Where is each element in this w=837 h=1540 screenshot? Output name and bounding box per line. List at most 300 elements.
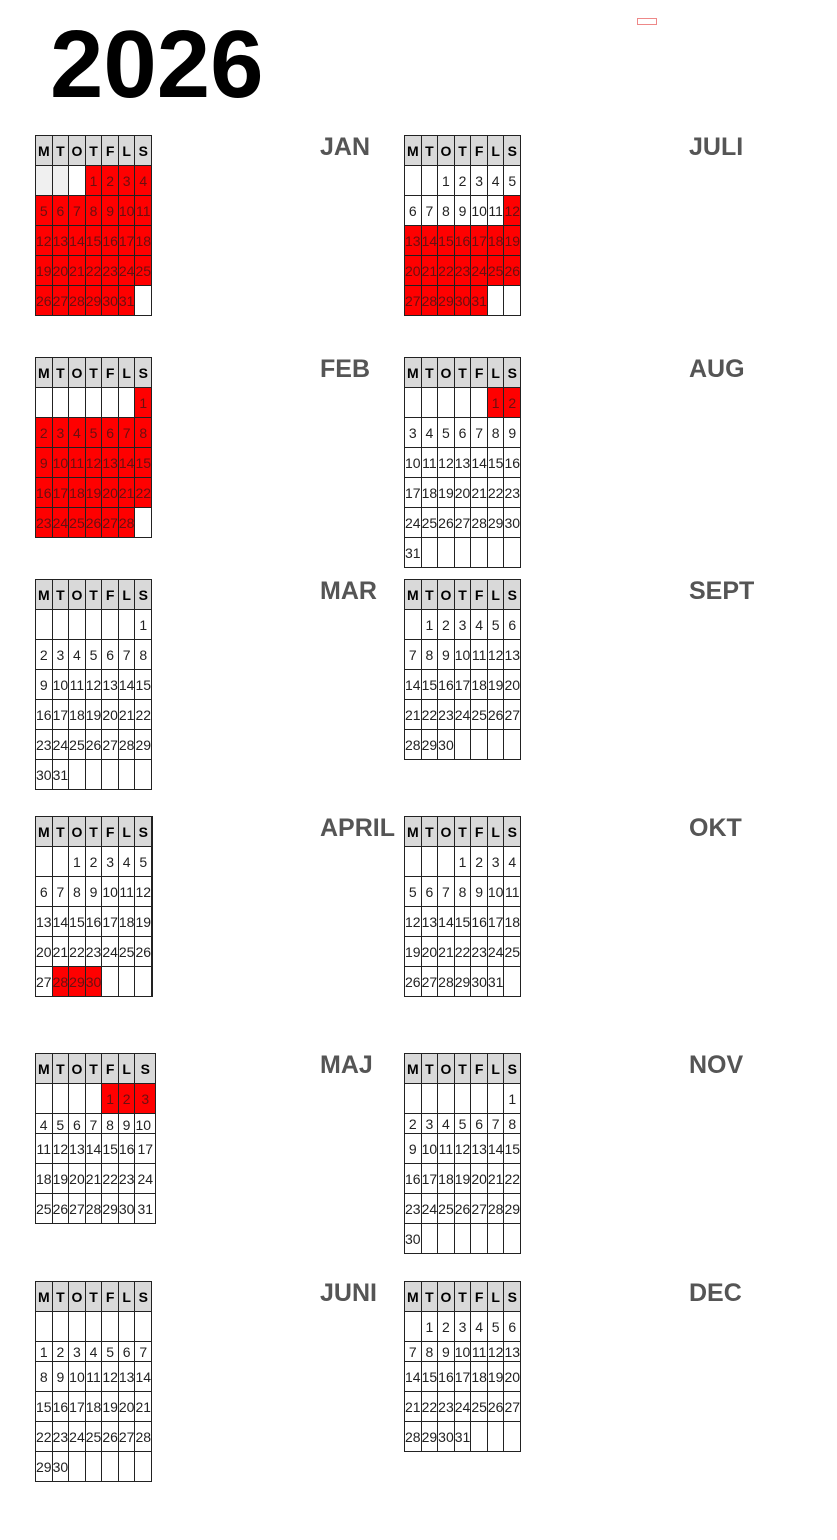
day-cell: 7	[438, 877, 455, 907]
weekday-header: S	[135, 358, 152, 388]
day-cell: 9	[471, 877, 488, 907]
day-cell: 13	[69, 1134, 86, 1164]
weekday-header: S	[135, 1282, 152, 1312]
day-cell: 16	[438, 670, 455, 700]
week-row	[36, 877, 153, 907]
day-cell: 11	[471, 640, 488, 670]
week-row	[405, 196, 521, 226]
empty-cell	[36, 1084, 53, 1114]
empty-cell	[487, 1422, 504, 1452]
day-cell: 24	[102, 937, 119, 967]
week-row	[405, 1342, 521, 1362]
weekday-header: T	[454, 358, 471, 388]
week-row	[36, 967, 153, 997]
day-cell: 28	[118, 508, 135, 538]
weekday-header: O	[438, 358, 455, 388]
empty-cell	[454, 730, 471, 760]
day-cell: 6	[102, 418, 119, 448]
day-cell: 28	[85, 1194, 102, 1224]
week-row	[405, 670, 521, 700]
day-cell: 26	[135, 937, 152, 967]
day-cell: 27	[102, 508, 119, 538]
day-cell: 15	[487, 448, 504, 478]
day-cell: 12	[102, 1362, 119, 1392]
day-cell: 7	[52, 877, 69, 907]
week-row	[405, 1392, 521, 1422]
day-cell: 14	[405, 1362, 422, 1392]
day-cell: 5	[487, 1312, 504, 1342]
empty-cell	[405, 388, 422, 418]
day-cell: 30	[85, 967, 102, 997]
day-cell: 5	[52, 1114, 69, 1134]
weekday-header: F	[102, 136, 119, 166]
day-cell: 7	[487, 1114, 504, 1134]
day-cell: 31	[471, 286, 488, 316]
day-cell: 27	[454, 508, 471, 538]
extra-column	[152, 817, 153, 847]
day-cell: 6	[36, 877, 53, 907]
week-row	[405, 166, 521, 196]
weekday-header: S	[504, 817, 521, 847]
week-row	[405, 967, 521, 997]
day-cell: 19	[487, 1362, 504, 1392]
weekday-header: T	[85, 358, 102, 388]
day-cell: 27	[421, 967, 438, 997]
day-cell: 19	[135, 907, 152, 937]
day-cell: 25	[118, 937, 135, 967]
empty-cell	[487, 1224, 504, 1254]
day-cell: 29	[454, 967, 471, 997]
empty-cell	[69, 1312, 86, 1342]
day-cell: 23	[85, 937, 102, 967]
empty-cell	[405, 1312, 422, 1342]
weekday-header: L	[487, 1282, 504, 1312]
weekday-header: T	[85, 817, 102, 847]
day-cell: 30	[118, 1194, 135, 1224]
weekday-header: F	[471, 358, 488, 388]
day-cell: 15	[438, 226, 455, 256]
day-cell: 3	[421, 1114, 438, 1134]
day-cell: 17	[487, 907, 504, 937]
day-cell: 4	[118, 847, 135, 877]
month-grid	[404, 816, 521, 997]
empty-cell	[421, 166, 438, 196]
empty-cell	[135, 1312, 152, 1342]
day-cell: 26	[52, 1194, 69, 1224]
week-row	[405, 418, 521, 448]
day-cell: 25	[135, 256, 152, 286]
day-cell: 17	[471, 226, 488, 256]
empty-cell	[487, 286, 504, 316]
week-row	[405, 1312, 521, 1342]
weekday-header: T	[421, 817, 438, 847]
day-cell: 8	[135, 640, 152, 670]
day-cell: 18	[85, 1392, 102, 1422]
week-row	[405, 478, 521, 508]
empty-cell	[454, 388, 471, 418]
weekday-header: M	[405, 817, 422, 847]
day-cell: 2	[85, 847, 102, 877]
empty-cell	[118, 388, 135, 418]
day-cell: 18	[118, 907, 135, 937]
empty-cell	[454, 538, 471, 568]
week-row	[36, 1312, 152, 1342]
day-cell: 6	[405, 196, 422, 226]
day-cell: 4	[438, 1114, 455, 1134]
weekday-header: S	[504, 1054, 521, 1084]
day-cell: 10	[471, 196, 488, 226]
day-cell: 22	[487, 478, 504, 508]
empty-cell	[438, 847, 455, 877]
day-cell: 17	[454, 1362, 471, 1392]
day-cell: 26	[85, 508, 102, 538]
day-cell: 21	[118, 478, 135, 508]
weekday-header: S	[504, 358, 521, 388]
day-cell: 6	[102, 640, 119, 670]
weekday-header: S	[135, 580, 152, 610]
weekday-header: M	[405, 1282, 422, 1312]
day-cell: 24	[52, 508, 69, 538]
weekday-header: L	[487, 358, 504, 388]
week-row	[36, 196, 152, 226]
day-cell: 14	[118, 448, 135, 478]
weekday-header: T	[454, 136, 471, 166]
empty-cell	[471, 538, 488, 568]
day-cell: 20	[405, 256, 422, 286]
day-cell: 29	[421, 730, 438, 760]
empty-cell	[421, 388, 438, 418]
day-cell: 6	[421, 877, 438, 907]
day-cell: 28	[52, 967, 69, 997]
day-cell: 1	[102, 1084, 119, 1114]
week-row	[36, 640, 152, 670]
day-cell: 14	[421, 226, 438, 256]
day-cell: 13	[504, 640, 521, 670]
weekday-header: M	[405, 136, 422, 166]
day-cell: 4	[504, 847, 521, 877]
day-cell: 14	[85, 1134, 102, 1164]
weekday-header: S	[504, 1282, 521, 1312]
day-cell: 31	[135, 1194, 156, 1224]
week-row	[36, 1114, 156, 1134]
day-cell: 27	[118, 1422, 135, 1452]
week-row	[36, 700, 152, 730]
day-cell: 22	[438, 256, 455, 286]
day-cell: 13	[454, 448, 471, 478]
day-cell: 17	[454, 670, 471, 700]
day-cell: 23	[102, 256, 119, 286]
day-cell: 25	[438, 1194, 455, 1224]
day-cell: 14	[471, 448, 488, 478]
day-cell: 11	[85, 1362, 102, 1392]
weekday-header: L	[487, 580, 504, 610]
day-cell: 12	[135, 877, 152, 907]
month-grid	[35, 1053, 156, 1224]
day-cell: 20	[69, 1164, 86, 1194]
empty-cell	[471, 1224, 488, 1254]
day-cell: 21	[471, 478, 488, 508]
day-cell: 24	[454, 1392, 471, 1422]
day-cell: 5	[85, 640, 102, 670]
empty-cell	[504, 1422, 521, 1452]
day-cell: 24	[471, 256, 488, 286]
empty-cell	[471, 1084, 488, 1114]
day-cell: 25	[36, 1194, 53, 1224]
day-cell: 10	[135, 1114, 156, 1134]
day-cell: 26	[102, 1422, 119, 1452]
weekday-header: F	[102, 1054, 119, 1084]
day-cell: 8	[504, 1114, 521, 1134]
day-cell: 16	[36, 478, 53, 508]
day-cell: 2	[36, 640, 53, 670]
day-cell: 19	[52, 1164, 69, 1194]
day-cell: 9	[504, 418, 521, 448]
week-row	[405, 907, 521, 937]
day-cell: 11	[118, 877, 135, 907]
week-row	[36, 937, 153, 967]
day-cell: 22	[504, 1164, 521, 1194]
weekday-header: T	[52, 580, 69, 610]
day-cell: 15	[454, 907, 471, 937]
day-cell: 19	[85, 478, 102, 508]
day-cell: 3	[471, 166, 488, 196]
day-cell: 11	[69, 670, 86, 700]
day-cell: 14	[487, 1134, 504, 1164]
week-row	[405, 1114, 521, 1134]
weekday-header: T	[421, 1054, 438, 1084]
empty-cell	[438, 1224, 455, 1254]
day-cell: 7	[69, 196, 86, 226]
week-row	[36, 1452, 152, 1482]
empty-cell	[471, 388, 488, 418]
day-cell: 18	[36, 1164, 53, 1194]
extra-column	[152, 877, 153, 907]
day-cell: 24	[405, 508, 422, 538]
day-cell: 1	[135, 388, 152, 418]
month-grid	[404, 579, 521, 760]
day-cell: 10	[69, 1362, 86, 1392]
day-cell: 23	[504, 478, 521, 508]
day-cell: 19	[102, 1392, 119, 1422]
day-cell: 6	[504, 610, 521, 640]
day-cell: 24	[69, 1422, 86, 1452]
extra-column	[152, 967, 153, 997]
day-cell: 30	[471, 967, 488, 997]
weekday-header: O	[438, 1054, 455, 1084]
day-cell: 20	[421, 937, 438, 967]
week-row	[405, 1224, 521, 1254]
day-cell: 5	[487, 610, 504, 640]
month-label: JULI	[689, 133, 744, 161]
empty-cell	[102, 610, 119, 640]
day-cell: 9	[438, 640, 455, 670]
week-row	[405, 700, 521, 730]
day-cell: 9	[118, 1114, 135, 1134]
day-cell: 25	[471, 700, 488, 730]
weekday-header: O	[69, 1054, 86, 1084]
day-cell: 29	[36, 1452, 53, 1482]
day-cell: 25	[471, 1392, 488, 1422]
weekday-header: O	[69, 580, 86, 610]
day-cell: 12	[438, 448, 455, 478]
day-cell: 11	[487, 196, 504, 226]
weekday-header: O	[438, 580, 455, 610]
week-row	[36, 1342, 152, 1362]
day-cell: 5	[102, 1342, 119, 1362]
weekday-header: L	[118, 1054, 135, 1084]
day-cell: 15	[102, 1134, 119, 1164]
day-cell: 31	[52, 760, 69, 790]
day-cell: 6	[471, 1114, 488, 1134]
empty-cell	[36, 847, 53, 877]
day-cell: 30	[504, 508, 521, 538]
weekday-header: T	[52, 1282, 69, 1312]
day-cell: 11	[421, 448, 438, 478]
day-cell: 14	[438, 907, 455, 937]
week-row	[36, 256, 152, 286]
day-cell: 4	[471, 1312, 488, 1342]
empty-cell	[421, 538, 438, 568]
empty-cell	[487, 1084, 504, 1114]
day-cell: 26	[504, 256, 521, 286]
day-cell: 2	[52, 1342, 69, 1362]
empty-cell	[471, 1422, 488, 1452]
day-cell: 18	[471, 670, 488, 700]
day-cell: 17	[52, 478, 69, 508]
week-row	[405, 1194, 521, 1224]
week-row	[36, 286, 152, 316]
day-cell: 20	[102, 700, 119, 730]
extra-column	[152, 937, 153, 967]
day-cell: 4	[135, 166, 152, 196]
empty-cell	[118, 967, 135, 997]
day-cell: 6	[454, 418, 471, 448]
day-cell: 29	[487, 508, 504, 538]
day-cell: 31	[454, 1422, 471, 1452]
empty-cell	[69, 760, 86, 790]
empty-cell	[36, 1312, 53, 1342]
day-cell: 16	[438, 1362, 455, 1392]
day-cell: 31	[118, 286, 135, 316]
day-cell: 16	[85, 907, 102, 937]
week-row	[36, 1134, 156, 1164]
empty-cell	[118, 1312, 135, 1342]
weekday-header: T	[454, 1054, 471, 1084]
day-cell: 21	[487, 1164, 504, 1194]
day-cell: 2	[471, 847, 488, 877]
empty-cell	[102, 1452, 119, 1482]
day-cell: 10	[454, 640, 471, 670]
day-cell: 25	[421, 508, 438, 538]
week-row	[405, 1422, 521, 1452]
day-cell: 23	[454, 256, 471, 286]
day-cell: 25	[504, 937, 521, 967]
day-cell: 2	[118, 1084, 135, 1114]
weekday-header: M	[36, 1282, 53, 1312]
day-cell: 1	[438, 166, 455, 196]
weekday-header: S	[504, 580, 521, 610]
day-cell: 22	[135, 700, 152, 730]
day-cell: 29	[85, 286, 102, 316]
day-cell: 4	[69, 418, 86, 448]
day-cell: 21	[52, 937, 69, 967]
day-cell: 3	[135, 1084, 156, 1114]
weekday-header: S	[504, 136, 521, 166]
day-cell: 7	[118, 418, 135, 448]
day-cell: 16	[52, 1392, 69, 1422]
weekday-header: L	[487, 1054, 504, 1084]
day-cell: 10	[405, 448, 422, 478]
day-cell: 7	[118, 640, 135, 670]
empty-cell	[135, 1452, 152, 1482]
empty-cell	[438, 388, 455, 418]
day-cell: 8	[421, 640, 438, 670]
weekday-header: T	[85, 1054, 102, 1084]
day-cell: 12	[52, 1134, 69, 1164]
day-cell: 23	[438, 1392, 455, 1422]
day-cell: 9	[85, 877, 102, 907]
weekday-header: F	[471, 136, 488, 166]
day-cell: 13	[118, 1362, 135, 1392]
day-cell: 1	[421, 1312, 438, 1342]
empty-cell	[102, 388, 119, 418]
weekday-header: T	[421, 136, 438, 166]
day-cell: 20	[504, 670, 521, 700]
day-cell: 9	[52, 1362, 69, 1392]
day-cell: 27	[52, 286, 69, 316]
day-cell: 19	[438, 478, 455, 508]
week-row	[36, 508, 152, 538]
month-grid	[35, 816, 153, 997]
day-cell: 13	[102, 670, 119, 700]
empty-cell	[36, 610, 53, 640]
weekday-header: T	[454, 817, 471, 847]
year-title: 2026	[50, 11, 264, 118]
day-cell: 19	[85, 700, 102, 730]
empty-cell	[85, 610, 102, 640]
day-cell: 21	[421, 256, 438, 286]
week-row	[36, 388, 152, 418]
weekday-header: O	[69, 1282, 86, 1312]
day-cell: 3	[102, 847, 119, 877]
day-cell: 3	[454, 610, 471, 640]
day-cell: 2	[102, 166, 119, 196]
empty-cell	[52, 1312, 69, 1342]
empty-cell	[85, 1452, 102, 1482]
week-row	[36, 1164, 156, 1194]
day-cell: 4	[421, 418, 438, 448]
day-cell: 3	[118, 166, 135, 196]
day-cell: 14	[118, 670, 135, 700]
month-label: JUNI	[320, 1279, 377, 1307]
empty-cell	[85, 760, 102, 790]
day-cell: 1	[487, 388, 504, 418]
day-cell: 24	[421, 1194, 438, 1224]
day-cell: 28	[405, 1422, 422, 1452]
empty-cell	[52, 610, 69, 640]
weekday-header: M	[36, 358, 53, 388]
day-cell: 24	[118, 256, 135, 286]
day-cell: 14	[52, 907, 69, 937]
week-row	[405, 226, 521, 256]
day-cell: 20	[52, 256, 69, 286]
day-cell: 28	[471, 508, 488, 538]
day-cell: 26	[487, 700, 504, 730]
week-row	[405, 1084, 521, 1114]
day-cell: 9	[438, 1342, 455, 1362]
weekday-header: O	[69, 136, 86, 166]
day-cell: 17	[135, 1134, 156, 1164]
